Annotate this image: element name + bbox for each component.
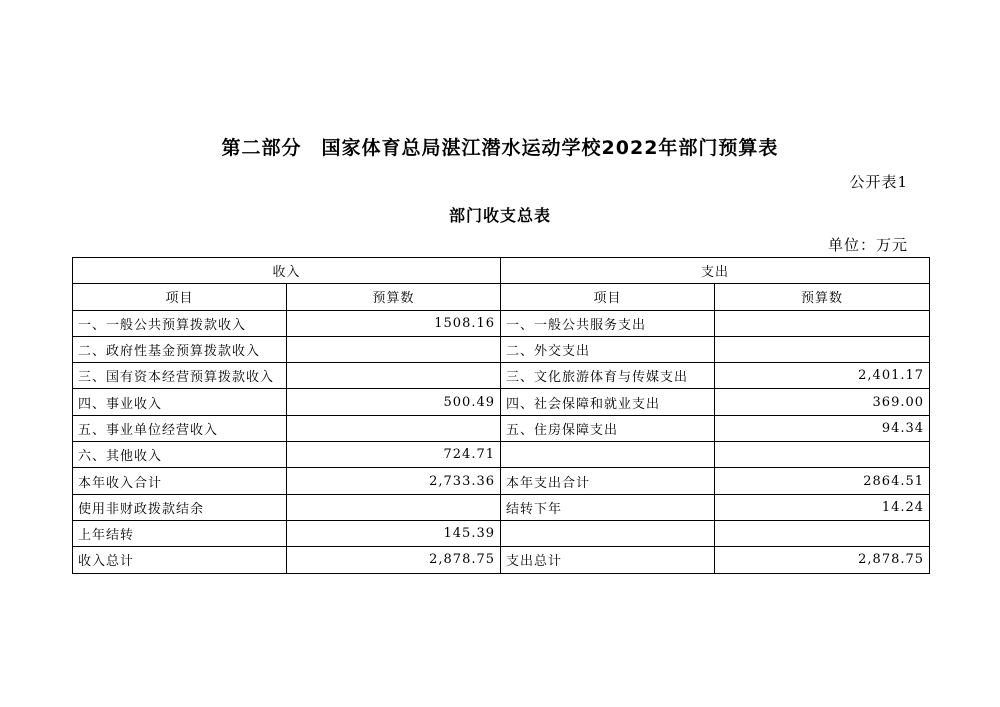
- expense-amount-header: 预算数: [715, 284, 930, 310]
- income-item-cell: 上年结转: [73, 520, 287, 546]
- expense-amount-cell: 94.34: [715, 415, 930, 441]
- income-item-cell: 二、政府性基金预算拨款收入: [73, 336, 287, 362]
- income-item-cell: 六、其他收入: [73, 442, 287, 468]
- table-row: [73, 442, 930, 468]
- income-amount-cell: [287, 336, 501, 362]
- expense-amount-cell: 2,878.75: [715, 547, 930, 573]
- table-row: [73, 468, 930, 494]
- budget-table: [72, 257, 930, 574]
- expense-item-header: 项目: [501, 284, 715, 310]
- expense-item-cell: 支出总计: [501, 547, 715, 573]
- table-subtitle: 部门收支总表: [448, 206, 551, 225]
- income-amount-cell: 2,878.75: [287, 547, 501, 573]
- table-row: [73, 389, 930, 415]
- table-row: [73, 310, 930, 336]
- income-amount-cell: 500.49: [287, 389, 501, 415]
- header-row-sections: [73, 258, 930, 284]
- expense-item-cell: 三、文化旅游体育与传媒支出: [501, 363, 715, 389]
- income-section-header: 收入: [73, 258, 501, 284]
- expense-amount-cell: [715, 310, 930, 336]
- expense-item-cell: [501, 520, 715, 546]
- table-row: [73, 494, 930, 520]
- table-row: [73, 363, 930, 389]
- expense-item-cell: 本年支出合计: [501, 468, 715, 494]
- page-title: 第二部分 国家体育总局湛江潜水运动学校2022年部门预算表: [221, 137, 779, 159]
- income-item-cell: 三、国有资本经营预算拨款收入: [73, 363, 287, 389]
- expense-item-cell: 四、社会保障和就业支出: [501, 389, 715, 415]
- income-item-cell: 本年收入合计: [73, 468, 287, 494]
- expense-amount-cell: 369.00: [715, 389, 930, 415]
- income-amount-cell: [287, 363, 501, 389]
- expense-item-cell: 结转下年: [501, 494, 715, 520]
- income-amount-cell: 145.39: [287, 520, 501, 546]
- income-item-cell: 收入总计: [73, 547, 287, 573]
- expense-item-cell: 二、外交支出: [501, 336, 715, 362]
- header-row-columns: [73, 284, 930, 310]
- budget-table-body: [73, 258, 930, 574]
- table-row: [73, 415, 930, 441]
- income-amount-header: 预算数: [287, 284, 501, 310]
- income-amount-cell: 724.71: [287, 442, 501, 468]
- income-amount-cell: [287, 415, 501, 441]
- income-amount-cell: 1508.16: [287, 310, 501, 336]
- income-amount-cell: 2,733.36: [287, 468, 501, 494]
- table-row: [73, 547, 930, 573]
- expense-amount-cell: 2,401.17: [715, 363, 930, 389]
- income-amount-cell: [287, 494, 501, 520]
- table-row: [73, 520, 930, 546]
- table-row: [73, 336, 930, 362]
- expense-amount-cell: 14.24: [715, 494, 930, 520]
- income-item-cell: 四、事业收入: [73, 389, 287, 415]
- expense-item-cell: [501, 442, 715, 468]
- income-item-cell: 一、一般公共预算拨款收入: [73, 310, 287, 336]
- income-item-header: 项目: [73, 284, 287, 310]
- expense-item-cell: 一、一般公共服务支出: [501, 310, 715, 336]
- expense-amount-cell: [715, 520, 930, 546]
- expense-amount-cell: [715, 442, 930, 468]
- expense-amount-cell: 2864.51: [715, 468, 930, 494]
- unit-label: 单位：万元: [827, 236, 908, 254]
- expense-section-header: 支出: [501, 258, 930, 284]
- income-item-cell: 五、事业单位经营收入: [73, 415, 287, 441]
- expense-item-cell: 五、住房保障支出: [501, 415, 715, 441]
- income-item-cell: 使用非财政拨款结余: [73, 494, 287, 520]
- table-number: 公开表1: [849, 173, 908, 191]
- expense-amount-cell: [715, 336, 930, 362]
